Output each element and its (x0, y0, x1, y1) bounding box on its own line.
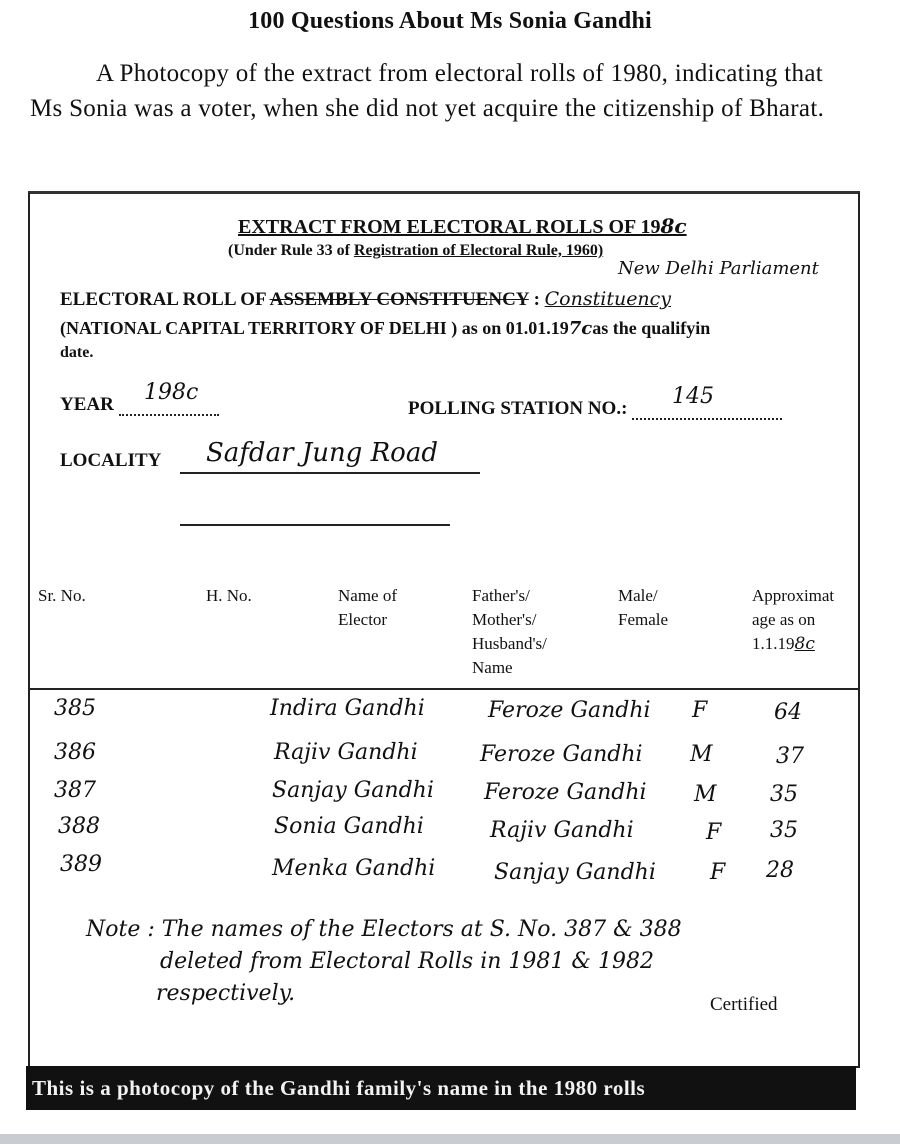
ncr-line (60, 318, 710, 339)
certified-label: Certified (710, 994, 778, 1015)
col-sr-no: Sr. No. (38, 586, 86, 605)
entry-age: 64 (774, 700, 802, 725)
ncr-text: (NATIONAL CAPITAL TERRITORY OF DELHI ) as on 01.01.19 (60, 318, 569, 338)
polling-station-field (408, 398, 782, 420)
polling-label: POLLING STATION NO.: (408, 398, 628, 419)
entry-sex: F (706, 820, 722, 845)
entry-sex: F (710, 860, 726, 885)
col-relation-line-4: Name (472, 658, 513, 677)
locality-value-hand: Safdar Jung Road (206, 438, 438, 468)
entry-sex: M (694, 782, 717, 807)
entry-name: Sonia Gandhi (274, 814, 424, 839)
entry-sr: 389 (60, 852, 102, 877)
rule-prefix: (Under Rule 33 of (228, 242, 354, 259)
entry-relation: Feroze Gandhi (480, 742, 643, 767)
caption-text: This is a photocopy of the Gandhi family's name in the 1980 rolls (32, 1075, 646, 1100)
electoral-roll-extract (28, 191, 860, 1068)
col-relation-name (472, 584, 547, 680)
note-line-2: deleted from Electoral Rolls in 1981 & 1982 (160, 949, 654, 974)
col-relation-line-1: Father's/ (472, 586, 530, 605)
intro-text: A Photocopy of the extract from electoral rolls of 1980, indicating that Ms Sonia was a voter, when she did not yet acquire the citizenship of Bharat. (30, 60, 825, 122)
entry-sr: 385 (54, 696, 96, 721)
entry-sex: M (690, 742, 713, 767)
entry-sr: 388 (58, 814, 100, 839)
note-line-3: respectively. (156, 981, 296, 1006)
extract-title-text: EXTRACT FROM ELECTORAL ROLLS OF 19 (238, 216, 661, 238)
roll-struck-text: ASSEMBLY CONSTITUENCY (269, 289, 529, 310)
col-age-line-1: Approximat (752, 586, 835, 605)
rule-subtitle (228, 242, 603, 260)
extract-title-year-hand: 8c (660, 214, 687, 238)
year-label: YEAR (60, 394, 114, 415)
handwritten-constituency-above: New Delhi Parliament (618, 258, 819, 279)
extract-title (238, 214, 687, 239)
col-age-year-print: 1.1.19 (752, 634, 795, 653)
entry-relation: Sanjay Gandhi (494, 860, 656, 885)
entry-name: Indira Gandhi (270, 696, 425, 721)
col-age (752, 584, 834, 656)
year-value-hand: 198c (144, 380, 199, 405)
entry-age: 35 (770, 782, 798, 807)
locality-underline-2 (180, 524, 450, 526)
entry-name: Menka Gandhi (272, 856, 436, 881)
col-age-line-2: age as on (752, 610, 816, 629)
entry-sex: F (692, 698, 708, 723)
col-age-line-3 (752, 632, 834, 656)
col-relation-line-2: Mother's/ (472, 610, 537, 629)
entry-sr: 386 (54, 740, 96, 765)
col-age-year-hand: 8c (794, 634, 815, 654)
col-h-no: H. No. (206, 586, 252, 605)
locality-underline (180, 472, 480, 474)
note-line-1: Note : The names of the Electors at S. No. 387 & 388 (86, 917, 682, 942)
polling-value-hand: 145 (672, 384, 714, 409)
locality-field (60, 450, 161, 472)
col-name-line-1: Name of (338, 586, 398, 605)
entry-name: Rajiv Gandhi (274, 740, 418, 765)
col-name-line-2: Elector (338, 610, 388, 629)
intro-paragraph (30, 56, 860, 126)
entry-name: Sanjay Gandhi (272, 778, 434, 803)
photo-caption-bar (26, 1066, 856, 1110)
entry-age: 28 (766, 858, 794, 883)
entry-sr: 387 (54, 778, 96, 803)
roll-prefix: ELECTORAL ROLL OF (60, 289, 270, 310)
roll-hand-constituency: Constituency (544, 288, 672, 310)
table-header-rule (30, 688, 858, 690)
entry-relation: Feroze Gandhi (484, 780, 647, 805)
bottom-edge-strip (0, 1134, 900, 1144)
col-sex-line-1: Male/ (618, 586, 658, 605)
page-header-title: 100 Questions About Ms Sonia Gandhi (248, 8, 652, 34)
ncr-year-hand: 7c (568, 318, 593, 339)
handwritten-note (86, 914, 806, 1010)
electoral-roll-line (60, 288, 671, 311)
entry-age: 35 (770, 818, 798, 843)
entry-age: 37 (776, 744, 804, 769)
col-sex-line-2: Female (618, 610, 669, 629)
roll-colon: : (528, 289, 545, 310)
entry-relation: Rajiv Gandhi (490, 818, 634, 843)
col-name-of-elector (338, 584, 397, 632)
rule-underlined: Registration of Electoral Rule, 1960) (353, 242, 604, 259)
locality-label: LOCALITY (60, 450, 162, 471)
entry-relation: Feroze Gandhi (488, 698, 651, 723)
ncr-tail: as the qualifyin (592, 318, 711, 338)
date-word: date. (60, 344, 94, 361)
col-relation-line-3: Husband's/ (472, 634, 547, 653)
col-sex (618, 584, 668, 632)
